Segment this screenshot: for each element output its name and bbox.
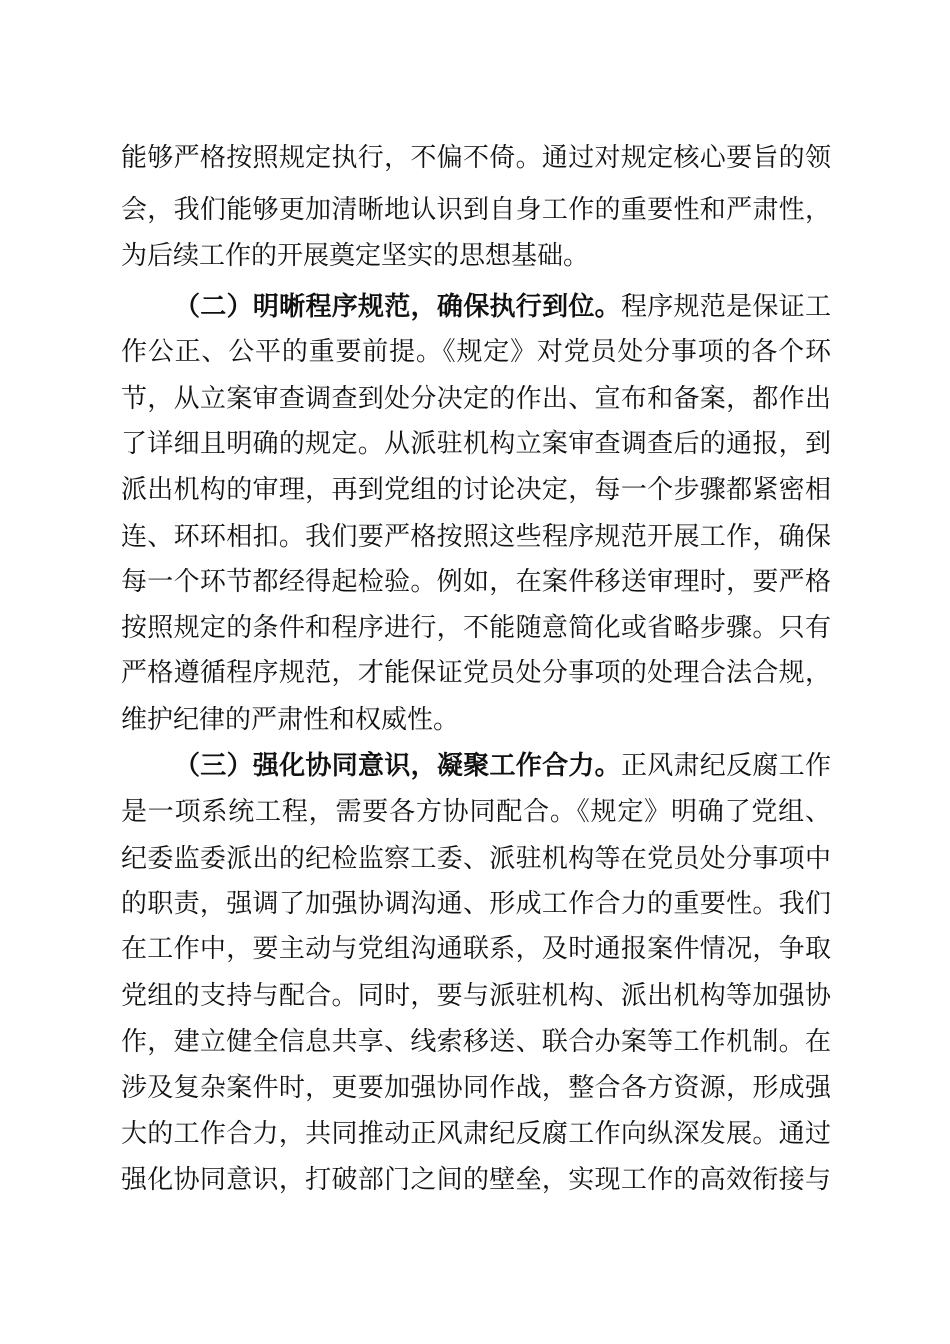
body-text: 程序规范是保证工: [620, 292, 831, 322]
body-text-line: 严格遵循程序规范，才能保证党员处分事项的处理合法合规，: [121, 658, 831, 688]
body-text-line: 作公正、公平的重要前提。《规定》对党员处分事项的各个环: [121, 337, 831, 367]
body-text-line: 为后续工作的开展奠定坚实的思想基础。: [121, 241, 590, 271]
section-heading: （二）明晰程序规范，确保执行到位。: [174, 292, 621, 322]
body-text-line: 的职责，强调了加强协调沟通、形成工作合力的重要性。我们: [121, 889, 831, 919]
body-text-line: 党组的支持与配合。同时，要与派驻机构、派出机构等加强协: [121, 981, 831, 1011]
body-text-line: 连、环环相扣。我们要严格按照这些程序规范开展工作，确保: [121, 522, 831, 552]
body-text-line: 了详细且明确的规定。从派驻机构立案审查调查后的通报，到: [121, 429, 831, 459]
body-text-line: 派出机构的审理，再到党组的讨论决定，每一个步骤都紧密相: [121, 475, 831, 505]
body-text-line: 在工作中，要主动与党组沟通联系，及时通报案件情况，争取: [121, 934, 831, 964]
body-text-line: 按照规定的条件和程序进行，不能随意简化或省略步骤。只有: [121, 613, 831, 643]
body-text-line: 会，我们能够更加清晰地认识到自身工作的重要性和严肃性，: [121, 195, 831, 225]
body-text-line: 节，从立案审查调查到处分决定的作出、宣布和备案，都作出: [121, 384, 831, 414]
body-text-line: 强化协同意识，打破部门之间的壁垒，实现工作的高效衔接与: [121, 1165, 831, 1195]
body-text-line: 每一个环节都经得起检验。例如，在案件移送审理时，要严格: [121, 567, 831, 597]
paragraph-first-line: [174, 287, 831, 327]
body-text-line: 涉及复杂案件时，更要加强协同作战，整合各方资源，形成强: [121, 1073, 831, 1103]
body-text-line: 能够严格按照规定执行，不偏不倚。通过对规定核心要旨的领: [121, 143, 831, 173]
section-heading: （三）强化协同意识，凝聚工作合力。: [174, 751, 621, 781]
paragraph-first-line: [174, 746, 831, 786]
body-text-line: 作，建立健全信息共享、线索移送、联合办案等工作机制。在: [121, 1027, 831, 1057]
body-text-line: 纪委监委派出的纪检监察工委、派驻机构等在党员处分事项中: [121, 844, 831, 874]
body-text-line: 大的工作合力，共同推动正风肃纪反腐工作向纵深发展。通过: [121, 1119, 831, 1149]
body-text-line: 是一项系统工程，需要各方协同配合。《规定》明确了党组、: [121, 797, 831, 827]
body-text: 正风肃纪反腐工作: [620, 751, 831, 781]
body-text-line: 维护纪律的严肃性和权威性。: [121, 705, 460, 735]
